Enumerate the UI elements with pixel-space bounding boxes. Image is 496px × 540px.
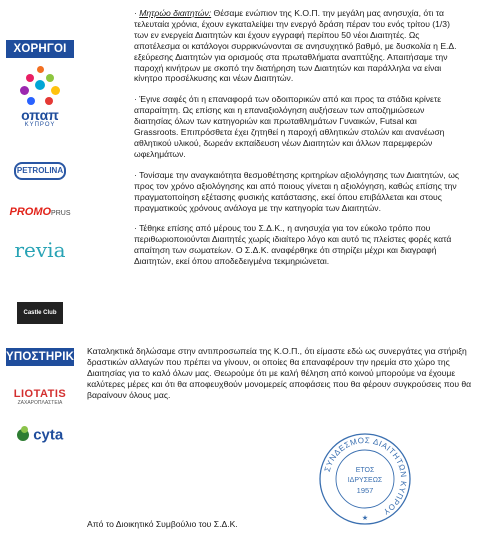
point-marginalization-text: Τέθηκε επίσης από μέρους του Σ.Δ.Κ., η ανησυχία για τον εύκολο τρόπο που περιθωριοποιούνται Διαιτητές χωρίς ιδιαίτερο λόγο και αυτό τις πλείστες φορές κατά απαίτηση των σωματείων. Ο Σ.Δ.Κ. αναφέρθηκε ότι στηρίζει μέχρι και διαγραφή Διαιτητών, εκεί όπου αποδεδειγμένα τεκμηριώνεται.	[134, 223, 452, 267]
liotatis-sub: ΖΑΧΑΡΟΠΛΑΣΤΕΙΑ	[17, 400, 63, 406]
sponsors-heading: ΧΟΡΗΓΟΙ	[6, 40, 74, 58]
stamp-ring-text: ΣΥΝΔΕΣΜΟΣ ΔΙΑΙΤΗΤΩΝ ΚΥΠΡΟΥ	[322, 435, 409, 517]
point-registry-text: Θέσαμε ενώπιον της Κ.Ο.Π. την μεγάλη μας ανησυχία, ότι τα τελευταία χρόνια, έχουν εγκαταλείψει την ενεργό δράση πέραν του ενός τρίτου (1/3) των εν ενεργεία Διαιτητών και έχουν εγγραφή περίπου 50 νέοι Διαιτητές. Ως αποτέλεσμα οι κατάλογοι συρρικνώνονται σε ανησυχητικό βαθμό, με δυσκολία η Ε.Δ. εξεύρεσης Διαιτητών για ορισμούς στα πρωταθλήματα αναπτύξης. Απαιτήσαμε την παροχή κινήτρων με σκοπό την διατήρηση των Διαιτητών και παράλληλα να είναι κίνητρο προσέλκυσης και νέων Διαιτητών.	[134, 8, 457, 84]
liotatis-logo	[6, 388, 74, 406]
promo-tail: PRUS	[51, 210, 71, 217]
point-evaluation-text: Τονίσαμε την αναγκαιότητα θεσμοθέτησης κριτηρίων αξιολόγησης των Διαιτητών, ως προς τον χρόνο αξιολόγησης και από ποιους γίνεται η αξιολόγηση, καθώς επίσης την πραγματοποίηση εξέτασης φυσικής κατάστασης, εκεί όπου επιβάλλεται και στους πραγματικούς χρόνους ανάλογα με την κατηγορία των Διαιτητών.	[134, 169, 460, 213]
opap-dots-icon	[20, 66, 60, 108]
association-stamp	[318, 432, 412, 526]
promo-logo	[6, 202, 74, 220]
opap-sub: ΚΥΠΡΟΥ	[24, 122, 56, 128]
point-marginalization: · Τέθηκε επίσης από μέρους του Σ.Δ.Κ., η ανησυχία για τον εύκολο τρόπο που περιθωριοποιούνται Διαιτητές χωρίς ιδιαίτερο λόγο και αυτό τις πλείστες φορές κατά απαίτηση των σωματείων. Ο Σ.Δ.Κ. αναφέρθηκε ότι στηρίζει μέχρι και διαγραφή Διαιτητών, εκεί όπου αποδεδειγμένα τεκμηριώνεται.	[134, 223, 452, 267]
cyta-dot-icon	[17, 429, 29, 441]
opap-name: οπαπ	[21, 107, 59, 123]
supporters-heading: ΥΠΟΣΤΗΡΙΚΤΕΣ	[6, 348, 74, 366]
cyta-label: cyta	[33, 426, 64, 444]
signature-line: Από το Διοικητικό Συμβούλιο του Σ.Δ.Κ.	[87, 519, 238, 529]
point-travel: · Έγινε σαφές ότι η επαναφορά των οδοιπορικών από και προς τα στάδια κρίνετε απαραίτητη. Ως επίσης και η επαναξιολόγηση αυξήσεων των αποζημιώσεων διαιτησίας όλων των κατηγοριών και πρωταθλημάτων Γυναικών, Futsal και Grassroots. Επιπρόσθετα έχει ζητηθεί η παροχή αθλητικών στολών και ανανέωση αθλητικού υλικού, δωρεάν εκπαίδευση νέων Διαιτητών και άλλων παρεμφερών ωφελημάτων.	[134, 94, 445, 159]
castle-club-label: Castle Club	[17, 302, 63, 324]
promo-label: PROMO	[9, 206, 52, 218]
point-travel-text: Έγινε σαφές ότι η επαναφορά των οδοιπορικών από και προς τα στάδια κρίνετε απαραίτητη. Ως επίσης και η επαναξιολόγηση αυξήσεων των αποζημιώσεων διαιτησίας όλων των κατηγοριών και πρωταθλημάτων Γυναικών, Futsal και Grassroots. Επιπρόσθετα έχει ζητηθεί η παροχή αθλητικών στολών και ανανέωση αθλητικού υλικού, δωρεάν εκπαίδευση νέων Διαιτητών και άλλων παρεμφερών ωφελημάτων.	[134, 94, 445, 159]
point-evaluation: · Τονίσαμε την αναγκαιότητα θεσμοθέτησης κριτηρίων αξιολόγησης των Διαιτητών, ως προς τον χρόνο αξιολόγησης και από ποιους γίνεται η αξιολόγηση, καθώς επίσης την πραγματοποίηση εξέτασης φυσικής κατάστασης, εκεί όπου επιβάλλεται και στους πραγματικούς χρόνους ανάλογα με την κατηγορία των Διαιτητών.	[134, 169, 460, 213]
stamp-line2: ΙΔΡΥΣΕΩΣ	[347, 477, 383, 484]
point-registry: · Μητρώο διαιτητών: Θέσαμε ενώπιον της Κ.Ο.Π. την μεγάλη μας ανησυχία, ότι τα τελευταία χρόνια, έχουν εγκαταλείψει την ενεργό δράση πέραν του ενός τρίτου (1/3) των εν ενεργεία Διαιτητών και έχουν εγγραφή περίπου 50 νέοι Διαιτητές. Ως αποτέλεσμα οι κατάλογοι συρρικνώνονται σε ανησυχητικό βαθμό, με δυσκολία η Ε.Δ. εξεύρεσης Διαιτητών για ορισμούς στα πρωταθλήματα αναπτύξης. Απαιτήσαμε την παροχή κινήτρων με σκοπό την διατήρηση των Διαιτητών και παράλληλα να είναι κίνητρο προσέλκυσης και νέων Διαιτητών.	[134, 8, 457, 84]
revia-label: revia	[14, 238, 66, 262]
closing-paragraph: Καταληκτικά δηλώσαμε στην αντιπροσωπεία της Κ.Ο.Π., ότι είμαστε εδώ ως συνεργάτες για στήριξη δραστικών αλλαγών που πρέπει να γίνουν, οι οποίες θα επαναφέρουν την ηρεμία στο χώρο της Διαιτησίας για το καλό όλων μας. Θεωρούμε ότι με καλή θέληση από κοινού μπορούμε να έχουμε καλύτερες μέρες και ότι θα αποφευχθούν μονομερείς αποφάσεις που θα φέρουν συγκρούσεις που θα βαραίνουν όλους μας.	[87, 346, 472, 400]
sponsors-sidebar	[6, 40, 97, 498]
opap-logo	[6, 66, 74, 128]
letter-body	[134, 8, 462, 277]
petrolina-logo	[6, 162, 74, 180]
liotatis-label: LIOTATIS	[13, 388, 67, 400]
stamp-year: 1957	[356, 486, 374, 495]
stamp-star-icon: ★	[361, 515, 369, 522]
revia-logo	[6, 238, 74, 262]
cyta-logo	[6, 426, 74, 444]
petrolina-label: PETROLINA	[14, 162, 66, 180]
stamp-line1: ΕΤΟΣ	[355, 467, 375, 474]
castle-club-logo	[6, 302, 74, 324]
point-registry-title: Μητρώο διαιτητών:	[139, 8, 212, 18]
